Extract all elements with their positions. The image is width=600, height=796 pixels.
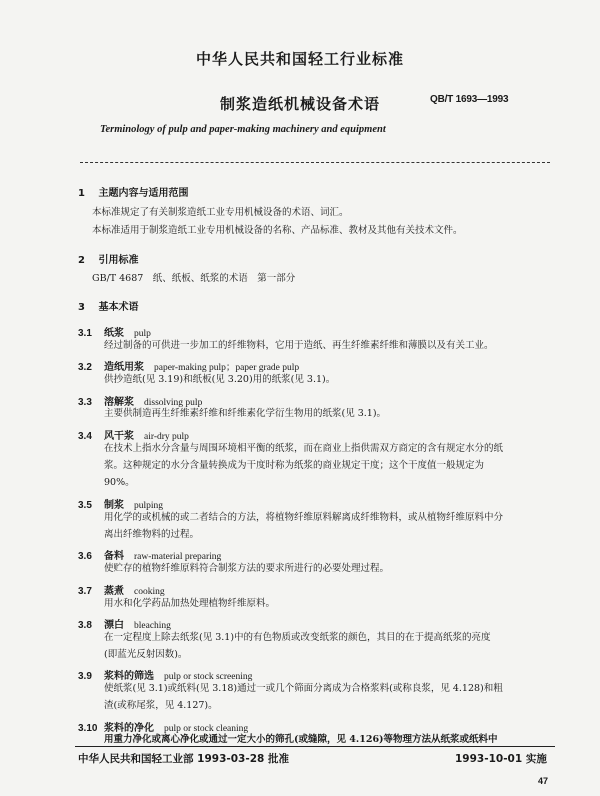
term-cn: 风干浆 [104,431,134,442]
document-title-en: Terminology of pulp and paper-making machinery and equipment [100,124,386,135]
term-definition-line: 在技术上指水分含量与周围环境相平衡的纸浆，而在商业上指供需双方商定的含有规定水分的纸 [104,443,504,454]
term-number: 3.8 [78,620,92,631]
section-1-paragraph-1: 本标准规定了有关制浆造纸工业专用机械设备的术语、词汇。 [92,207,349,218]
term-number: 3.10 [78,723,98,734]
term-definition-line: 渣(或称尾浆，见 4.127)。 [104,700,218,711]
term-en: pulping [134,501,164,511]
term-number: 3.9 [78,671,92,682]
term-en: bleaching [134,621,171,631]
implementation-date: 1993-10-01 实施 [455,753,547,765]
page-number: 47 [538,776,549,786]
term-number: 3.1 [78,328,92,339]
term-definition-line: 主要供制造再生纤维素纤维和纤维素化学衍生物用的纸浆(见 3.1)。 [104,408,387,419]
term-definition-line: 供抄造纸(见 3.19)和纸板(见 3.20)用的纸浆(见 3.1)。 [104,374,336,385]
term-cn: 溶解浆 [104,397,134,408]
standard-code: QB/T 1693—1993 [430,94,509,105]
standard-name: 中华人民共和国轻工行业标准 [195,50,404,68]
section-1-title: 主题内容与适用范围 [98,188,189,199]
term-en: air-dry pulp [144,432,189,442]
term-en: raw-material preparing [134,552,222,562]
term-cn: 浆料的筛选 [104,671,154,682]
section-3-title: 基本术语 [98,302,139,313]
footer-divider [75,746,555,747]
section-2-title: 引用标准 [98,255,139,266]
term-definition-line: 经过制备的可供进一步加工的纤维物料，它用于造纸、再生纤维素纤维和薄膜以及有关工业。 [104,340,494,351]
term-cn: 漂白 [104,620,124,631]
term-cn: 造纸用浆 [104,362,144,373]
approval-date: 中华人民共和国轻工业部 1993-03-28 批准 [78,753,289,765]
term-en: pulp [134,329,151,339]
term-number: 3.6 [78,551,92,562]
section-2-heading [78,251,138,266]
term-number: 3.4 [78,431,92,442]
term-number: 3.5 [78,500,92,511]
term-cn: 备料 [104,551,124,562]
term-cn: 制浆 [104,500,124,511]
section-1-number: 1 [78,188,85,199]
term-en: pulp or stock screening [164,672,253,682]
term-en: dissolving pulp [144,398,203,408]
term-number: 3.2 [78,362,92,373]
term-cn: 浆料的净化 [104,723,154,734]
term-definition-line: 用化学的或机械的或二者结合的方法，将植物纤维原料解离成纤维物料，或从植物纤维原料中分 [104,512,504,523]
section-3-number: 3 [78,302,85,313]
section-2-paragraph-1: GB/T 4687 纸、纸板、纸浆的术语 第一部分 [92,273,296,284]
document-title-cn: 制浆造纸机械设备术语 [219,95,380,113]
term-definition-line: 90%。 [104,477,135,488]
term-definition-line: (即蓝光反射因数)。 [104,649,188,660]
term-cn: 纸浆 [104,328,124,339]
term-en: cooking [134,587,165,597]
section-3-heading [78,298,138,313]
term-number: 3.7 [78,586,92,597]
term-definition-line: 用水和化学药品加热处理植物纤维原料。 [104,598,276,609]
term-number: 3.3 [78,397,92,408]
term-definition-line: 使纸浆(见 3.1)或纸料(见 3.18)通过一或几个筛面分离成为合格浆料(或称良浆，见 4.128)和粗 [104,683,503,694]
header-divider [80,162,550,163]
term-definition-line: 用重力净化或离心净化或通过一定大小的筛孔(或缝隙，见 4.126)等物理方法从纸浆或纸料中 [104,734,498,745]
section-2-number: 2 [78,255,85,266]
term-en: pulp or stock cleaning [164,724,249,734]
section-1-paragraph-2: 本标准适用于制浆造纸工业专用机械设备的名称、产品标准、教材及其他有关技术文件。 [92,225,463,236]
term-en: paper-making pulp；paper grade pulp [154,363,300,373]
term-definition-line: 浆。这种规定的水分含量转换成为干度时称为纸浆的商业规定干度；这个干度值一般规定为 [104,460,485,471]
section-1-heading [78,184,188,199]
term-definition-line: 在一定程度上除去纸浆(见 3.1)中的有色物质或改变纸浆的颜色，其目的在于提高纸浆的亮度 [104,632,491,643]
term-cn: 蒸煮 [104,586,124,597]
term-definition-line: 离出纤维物料的过程。 [104,529,200,540]
term-definition-line: 使贮存的植物纤维原料符合制浆方法的要求所进行的必要处理过程。 [104,563,390,574]
